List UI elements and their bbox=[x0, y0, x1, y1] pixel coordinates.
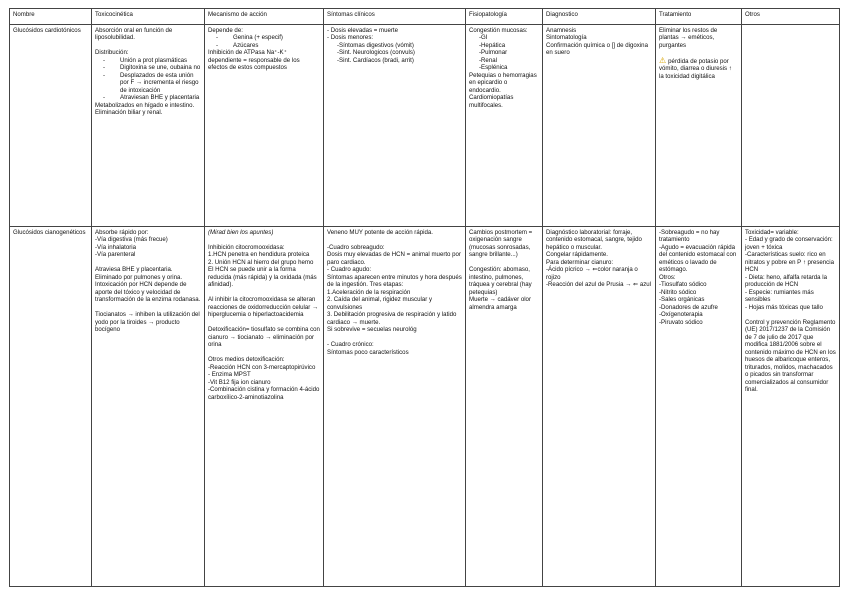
list-item: - Desplazados de esta unión por F → incrementa el riesgo de intoxicación bbox=[120, 72, 201, 95]
text-line: 3. Debilitación progresiva de respiración y latido cardiaco → muerte. bbox=[327, 311, 457, 326]
cell-fisiopatologia bbox=[466, 25, 543, 227]
text-line: -Sint. Neurologicos (convuls) bbox=[337, 49, 415, 56]
header-fisiopatologia: Fisiopatología bbox=[466, 9, 543, 25]
text-line: Metabolizados en hígado e intestino. Eliminación biliar y renal. bbox=[95, 101, 195, 116]
row-name: Glucósidos cianogenéticos bbox=[10, 227, 92, 587]
text-line: -Combinación cistina y formación 4-ácido carboxílico-2-aminotiazolina bbox=[208, 386, 320, 401]
text-line: -Sales orgánicas bbox=[659, 296, 705, 303]
text-line: Otros medios detoxificación: bbox=[208, 356, 285, 363]
text-line: Congelar rápidamente. bbox=[546, 251, 608, 258]
text-line: Sintomatología bbox=[546, 34, 587, 41]
row-name: Glucósidos cardiotónicos bbox=[10, 25, 92, 227]
table-row bbox=[10, 227, 840, 587]
table-row bbox=[10, 25, 840, 227]
header-mecanismo: Mecanismo de acción bbox=[205, 9, 324, 25]
text-line: - Dosis menores: bbox=[327, 34, 374, 41]
text-line: Control y prevención Reglamento (UE) 2017/1237 de la Comisión de 7 de julio de 2017 que modifica 1881/2006 sobre el contenido máximo de HCN en los huesos de albaricoque enteros, triturados, molidos, machacados o picados sin transformar comercializados al consumidor final. bbox=[745, 318, 836, 393]
text-line: Para determinar cianuro: bbox=[546, 258, 614, 266]
text-line: -Vía parenteral bbox=[95, 251, 136, 258]
cell-diagnostico bbox=[543, 227, 656, 587]
text-line: 2. Caída del animal, rigidez muscular y convulsiones bbox=[327, 296, 432, 311]
text-line: Tiocianatos → inhiben la utilización del yodo por la tiroides → producto bocígeno bbox=[95, 311, 200, 333]
text-line: -Oxígenoterapia bbox=[659, 311, 703, 318]
text-line: -Vía digestiva (más frecue) bbox=[95, 236, 168, 243]
list-item: - Atraviesan BHE y placentaria bbox=[120, 94, 201, 102]
text-line: -Cuadro sobreagudo: bbox=[327, 243, 385, 251]
text-line: Eliminado por pulmones y orina. bbox=[95, 273, 183, 281]
text-line: Otros: bbox=[659, 273, 676, 281]
text-line: -Sobreagudo = no hay tratamiento bbox=[659, 228, 720, 243]
text-line: - Especie: rumiantes más sensibles bbox=[745, 288, 814, 303]
cell-diagnostico bbox=[543, 25, 656, 227]
text-line: -GI bbox=[479, 34, 488, 41]
text-line: Congestión mucosas: bbox=[469, 26, 528, 34]
text-line: - Dieta: heno, alfalfa retarda la producción de HCN bbox=[745, 273, 827, 288]
text-line: Muerte → cadáver olor almendra amarga bbox=[469, 296, 531, 311]
header-row bbox=[10, 9, 840, 25]
bullet-list bbox=[95, 57, 201, 102]
cell-otros bbox=[742, 227, 840, 587]
text-line: -Reacción HCN con 3-mercaptopirúvico bbox=[208, 363, 316, 371]
cell-tratamiento bbox=[656, 227, 742, 587]
list-item: - Azúcares bbox=[233, 42, 320, 50]
text-line: Distribución: bbox=[95, 49, 129, 56]
text-line: -Características suelo: rico en nitratos y pobre en P ↑ presencia HCN bbox=[745, 251, 834, 273]
cell-mecanismo bbox=[205, 227, 324, 587]
cell-fisiopatologia bbox=[466, 227, 543, 587]
warning-text: pérdida de potasio por vómito, diarrea o diuresis ↑ la toxicidad digitálica bbox=[659, 57, 732, 80]
text-line: - Enzima MPST bbox=[208, 371, 251, 378]
text-line: Congestión: abomaso, intestino, pulmones, tráquea y cerebral (hay petequias) bbox=[469, 266, 532, 296]
text-line: - Edad y grado de conservación: joven + tóxica bbox=[745, 236, 833, 251]
list-item: - Digitoxina se une, oubaina no bbox=[120, 64, 201, 72]
text-line: -Piruvato sódico bbox=[659, 318, 703, 326]
text-line: Síntomas poco característicos bbox=[327, 348, 409, 356]
text-line: 1.Aceleración de la respiración bbox=[327, 288, 411, 296]
cell-toxicocinetica bbox=[92, 25, 205, 227]
text-line: - Dosis elevadas = muerte bbox=[327, 26, 398, 34]
text-line: -Esplénica bbox=[479, 64, 508, 71]
header-nombre: Nombre bbox=[10, 9, 92, 25]
text-line: Eliminar los restos de plantas → eméticos, purgantes bbox=[659, 26, 718, 49]
text-line: - Cuadro crónico: bbox=[327, 341, 374, 348]
text-line: Absorción oral en función de liposolubilidad. bbox=[95, 26, 173, 41]
header-tratamiento: Tratamiento bbox=[656, 9, 742, 25]
text-line: Atraviesa BHE y placentaria. bbox=[95, 266, 173, 273]
text-line: Anamnesis bbox=[546, 26, 577, 34]
warning-icon: ⚠ bbox=[659, 55, 667, 65]
text-line: -Renal bbox=[479, 56, 497, 64]
text-line: Absorbe rápido por: bbox=[95, 228, 149, 236]
list-item: - Genina (+ especif) bbox=[233, 34, 320, 42]
text-line: - Cuadro agudo: bbox=[327, 266, 372, 273]
text-line: Confirmación química o [] de digoxina en suero bbox=[546, 41, 648, 56]
text-line: -Vía inhalatoria bbox=[95, 243, 136, 251]
bullet-list bbox=[208, 34, 320, 49]
text-line: -Nitrito sódico bbox=[659, 288, 697, 296]
page bbox=[9, 8, 839, 587]
text-line: Diagnóstico laboratorial: forraje, contenido estomacal, sangre, tejido hepático o muscular. bbox=[546, 228, 642, 251]
text-line: -Sint. Cardíacos (bradi, arrit) bbox=[337, 56, 414, 64]
toxicology-table bbox=[9, 8, 840, 587]
header-otros: Otros bbox=[742, 9, 840, 25]
text-line: -Hepática bbox=[479, 41, 506, 49]
text-line: Depende de: bbox=[208, 26, 243, 34]
text-line: Detoxificación= tiosulfato se combina con cianuro → tiocianato → eliminación por orina bbox=[208, 326, 320, 348]
text-line: -Donadores de azufre bbox=[659, 303, 718, 311]
text-line: Veneno MUY potente de acción rápida. bbox=[327, 228, 433, 236]
text-line: Si sobrevive = secuelas neurológ bbox=[327, 326, 417, 333]
text-line: -Pulmonar bbox=[479, 49, 508, 56]
cell-otros bbox=[742, 25, 840, 227]
text-line: Petequias o hemorragias en epicardio o endocardio. bbox=[469, 71, 537, 94]
header-sintomas: Síntomas clínicos bbox=[324, 9, 466, 25]
text-line: 2. Unión HCN al hierro del grupo hemo bbox=[208, 258, 314, 266]
cell-toxicocinetica bbox=[92, 227, 205, 587]
text-line: -Reacción del azul de Prusia → ⇐ azul bbox=[546, 281, 652, 288]
text-line: Inhibición de ATPasa Na⁺-K⁺ dependiente = responsable de los efectos de estos compuestos bbox=[208, 49, 300, 71]
warning-note bbox=[659, 57, 738, 81]
text-line: -Síntomas digestivos (vómit) bbox=[337, 41, 414, 49]
text-line: Cardiomiopatías multifocales. bbox=[469, 94, 514, 109]
text-line: Cambios postmortem = oxigenación sangre (mucosas sonrosadas, sangre brillante...) bbox=[469, 228, 533, 258]
text-line: (Mirad bien los apuntes) bbox=[208, 228, 274, 236]
text-line: Inhibición citocromooxidasa: bbox=[208, 243, 285, 251]
cell-mecanismo bbox=[205, 25, 324, 227]
text-line: -Agudo = evacuación rápida del contenido estomacal con eméticos o lavado de estómago. bbox=[659, 243, 737, 273]
list-item: - Unión a prot plasmáticas bbox=[120, 57, 201, 65]
text-line: -Tiosulfato sódico bbox=[659, 281, 707, 288]
text-line: Toxicidad= variable: bbox=[745, 228, 799, 236]
text-line: Al inhibir la citocromooxidasa se alteran reacciones de oxidorreducción celular → hiperglucemia o hiperlactoacidemia bbox=[208, 296, 319, 318]
text-line: Síntomas aparecen entre minutos y hora después de la ingestión. Tres etapas: bbox=[327, 273, 462, 288]
text-line: Dosis muy elevadas de HCN = animal muerto por paro cardiaco. bbox=[327, 251, 461, 266]
text-line: Intoxicación por HCN depende de aporte del tóxico y velocidad de transformación de la enzima rodanasa. bbox=[95, 281, 201, 303]
header-diagnostico: Diagnostico bbox=[543, 9, 656, 25]
cell-sintomas bbox=[324, 25, 466, 227]
cell-sintomas bbox=[324, 227, 466, 587]
text-line: - Hojas más tóxicas que tallo bbox=[745, 303, 823, 311]
text-line: 1.HCN penetra en hendidura proteica bbox=[208, 251, 310, 258]
text-line: El HCN se puede unir a la forma reducida (más rápida) y la oxidada (más afinidad). bbox=[208, 266, 317, 288]
cell-tratamiento bbox=[656, 25, 742, 227]
header-toxicocinetica: Toxicocinética bbox=[92, 9, 205, 25]
text-line: -Vit B12 fija ion cianuro bbox=[208, 378, 271, 386]
text-line: -Ácido pícrico → ⇐color naranja o rojizo bbox=[546, 266, 638, 281]
